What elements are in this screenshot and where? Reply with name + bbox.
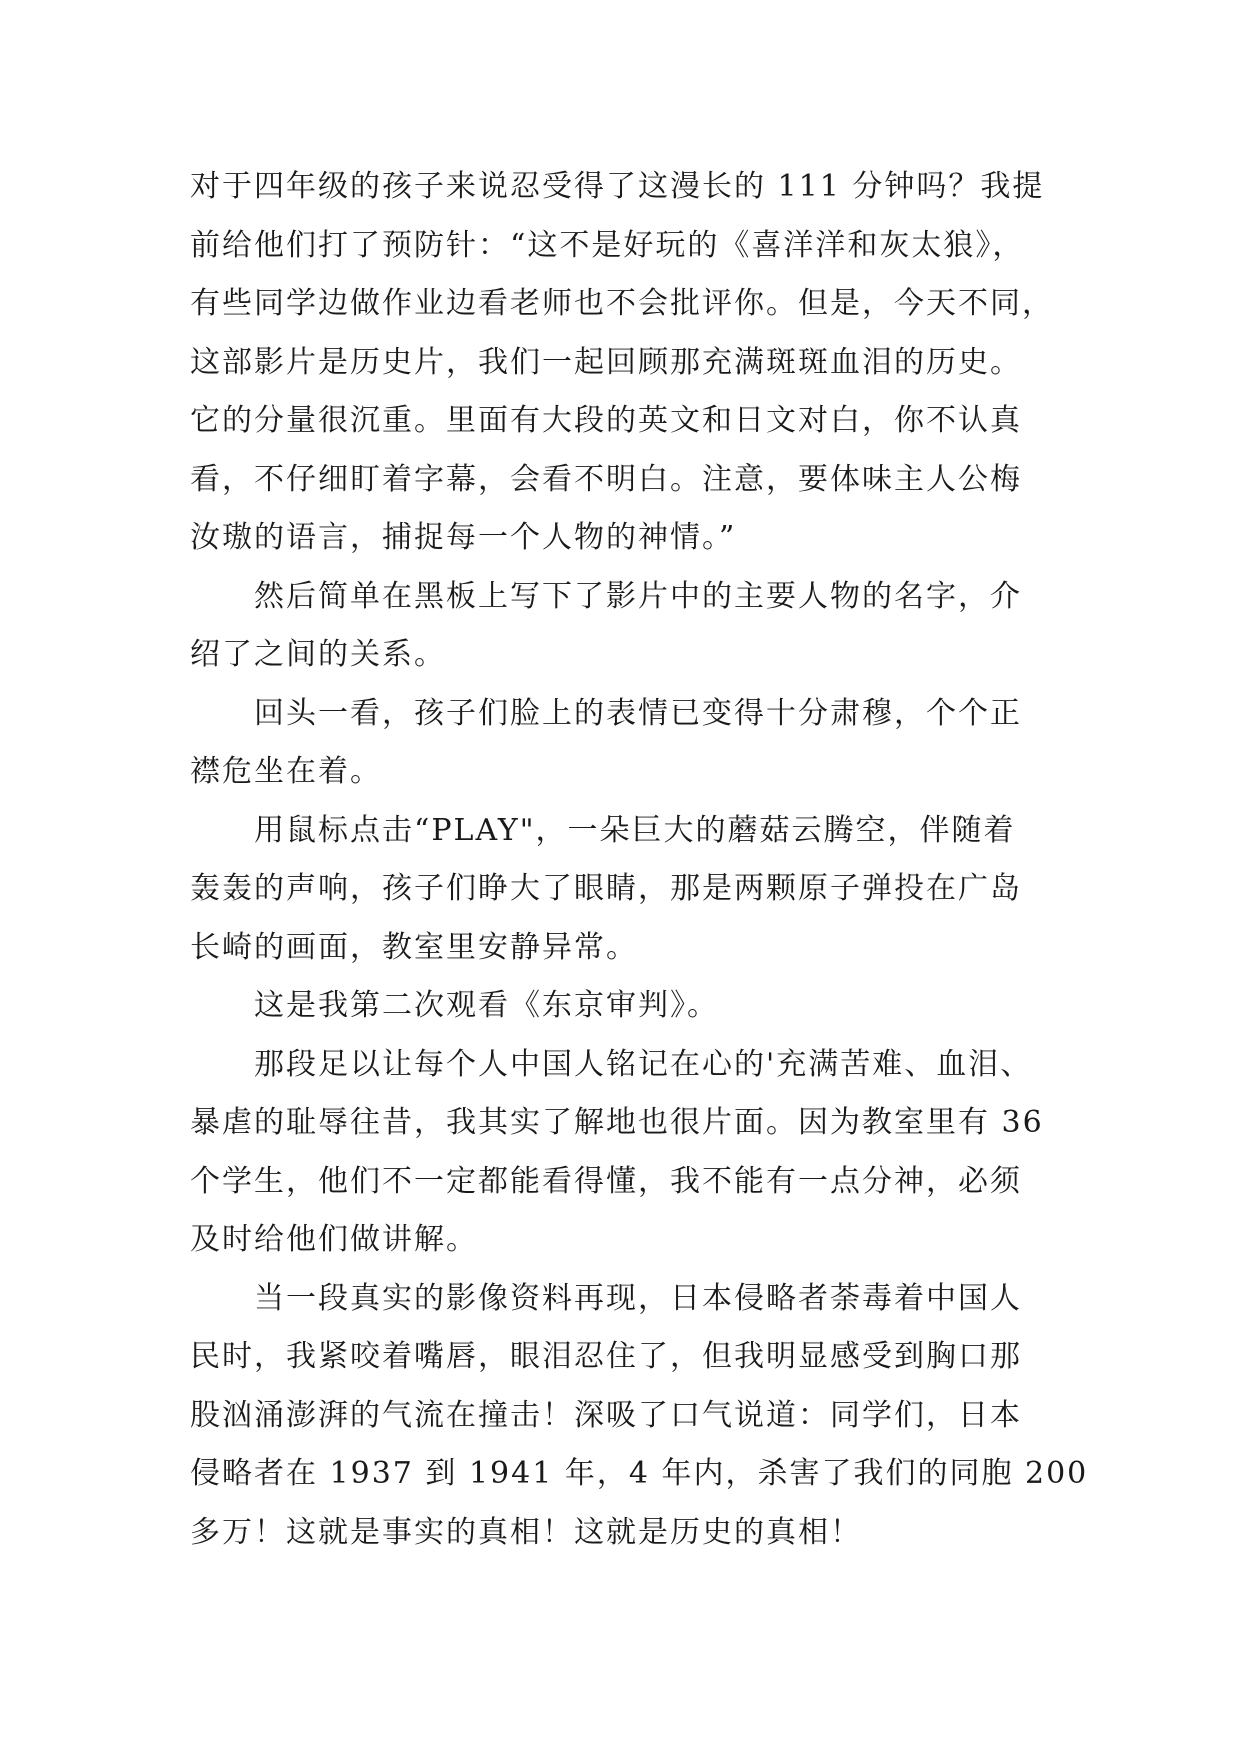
text-line: 有些同学边做作业边看老师也不会批评你。但是，今天不同， (190, 286, 1054, 321)
text-line: 襟危坐在着。 (190, 754, 382, 789)
text-line: 侵略者在 1937 到 1941 年，4 年内，杀害了我们的同胞 200 (190, 1456, 1089, 1491)
text-line: 用鼠标点击“PLAY"，一朵巨大的蘑菇云腾空，伴随着 (254, 812, 1016, 848)
paragraph-4 (190, 802, 1060, 978)
document-body (190, 158, 1089, 1562)
text-line: 看，不仔细盯着字幕，会看不明白。注意，要体味主人公梅 (190, 461, 1022, 497)
text-line: 个学生，他们不一定都能看得懂，我不能有一点分神，必须 (190, 1163, 1022, 1199)
text-line: 那段足以让每个人中国人铭记在心的'充满苦难、血泪、 (254, 1046, 1033, 1082)
text-line: 这部影片是历史片，我们一起回顾那充满斑斑血泪的历史。 (190, 344, 1022, 380)
paragraph-6 (190, 1036, 1060, 1270)
text-line: 多万！这就是事实的真相！这就是历史的真相！ (190, 1514, 862, 1550)
text-line: 绍了之间的关系。 (190, 637, 446, 672)
text-line: 这是我第二次观看《东京审判》。 (254, 988, 719, 1023)
text-line: 及时给他们做讲解。 (190, 1222, 478, 1257)
text-line: 回头一看，孩子们脸上的表情已变得十分肃穆，个个正 (254, 695, 1022, 731)
text-line: 暴虐的耻辱往昔，我其实了解地也很片面。因为教室里有 36 (190, 1105, 1044, 1140)
text-line: 对于四年级的孩子来说忍受得了这漫长的 111 分钟吗？我提 (190, 169, 1045, 204)
paragraph-2 (190, 568, 1060, 685)
text-line: 当一段真实的影像资料再现，日本侵略者荼毒着中国人 (254, 1280, 1022, 1316)
paragraph-5 (190, 977, 1060, 1036)
text-line: 长崎的画面，教室里安静异常。 (190, 929, 638, 965)
text-line: 轰轰的声响，孩子们睁大了眼睛，那是两颗原子弹投在广岛 (190, 871, 1022, 906)
text-line: 它的分量很沉重。里面有大段的英文和日文对白，你不认真 (190, 403, 1022, 438)
paragraph-1 (190, 158, 1060, 568)
text-line: 股汹涌澎湃的气流在撞击！深吸了口气说道：同学们，日本 (190, 1397, 1022, 1433)
text-line: 前给他们打了预防针：“这不是好玩的《喜洋洋和灰太狼》， (190, 227, 1025, 263)
text-line: 然后简单在黑板上写下了影片中的主要人物的名字，介 (254, 578, 1022, 614)
text-line: 汝璈的语言，捕捉每一个人物的神情。” (190, 520, 737, 555)
paragraph-3 (190, 685, 1060, 802)
paragraph-7 (190, 1270, 1089, 1563)
text-line: 民时，我紧咬着嘴唇，眼泪忍住了，但我明显感受到胸口那 (190, 1339, 1022, 1374)
